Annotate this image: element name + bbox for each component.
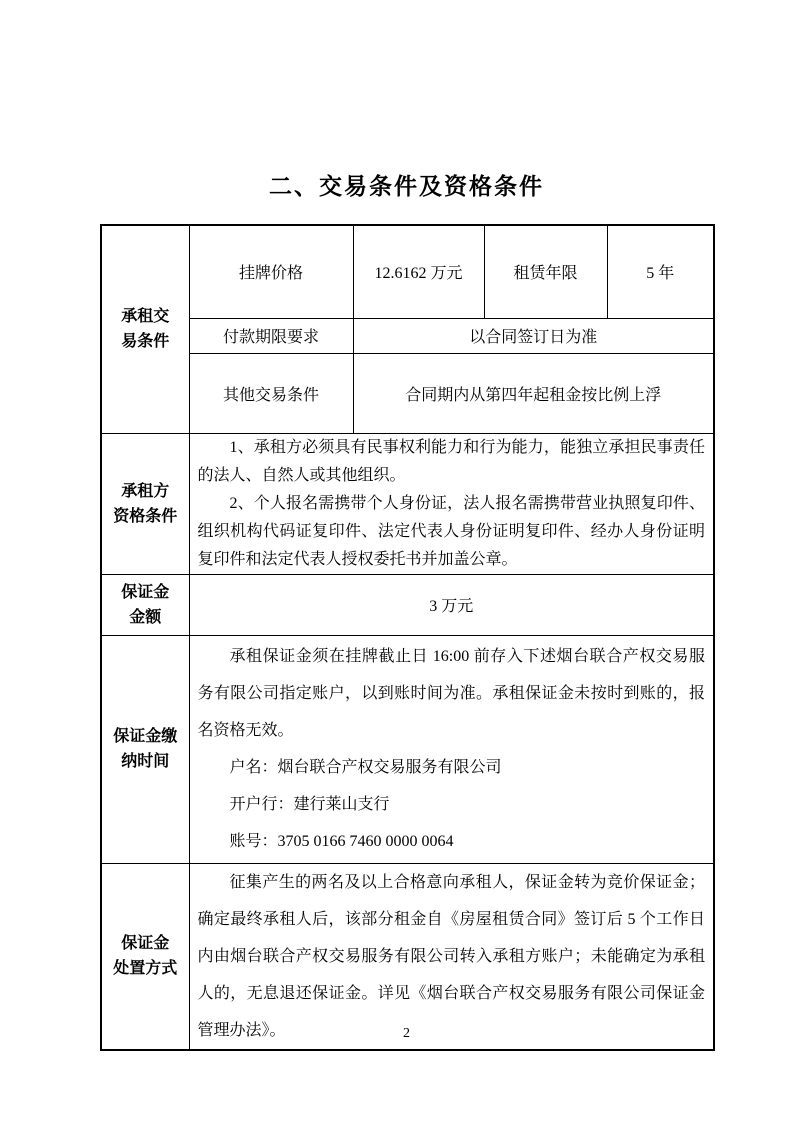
payment-deadline-value: 以合同签订日为准 <box>353 318 714 353</box>
qualification-content <box>189 433 714 574</box>
listing-price-value: 12.6162 万元 <box>353 225 484 318</box>
deposit-payment-time-content <box>189 635 714 863</box>
row-header-lessee-qualification <box>101 433 189 574</box>
table-row-deposit-disposal <box>101 863 714 1050</box>
row-header-deposit-payment-time <box>101 635 189 863</box>
table-row-deposit-payment-time <box>101 635 714 863</box>
row-header-label: 保证金缴 <box>113 728 178 745</box>
row-header-label: 保证金 <box>121 935 170 952</box>
conditions-table <box>100 224 715 1051</box>
row-header-deposit-amount <box>101 574 189 635</box>
deposit-amount-value: 3 万元 <box>189 574 714 635</box>
table-row-deposit-amount <box>101 574 714 635</box>
listing-price-label: 挂牌价格 <box>189 225 353 318</box>
row-header-lease-transaction-conditions <box>101 225 189 433</box>
table-row-listing-price <box>101 225 714 318</box>
row-header-label: 金额 <box>129 608 162 626</box>
qualification-item-2: 2、个人报名需携带个人身份证，法人报名需携带营业执照复印件、组织机构代码证复印件、法定代表人身份证明复印件、经办人身份证明复印件和法定代表人授权委托书并加盖公章。 <box>197 494 705 568</box>
payment-deadline-label: 付款期限要求 <box>189 318 353 353</box>
row-header-label: 易条件 <box>121 333 170 351</box>
page-title: 二、交易条件及资格条件 <box>269 174 544 199</box>
lease-term-value: 5 年 <box>607 225 714 318</box>
row-header-label: 保证金 <box>121 583 170 601</box>
row-header-label: 承租方 <box>121 482 170 500</box>
other-conditions-value: 合同期内从第四年起租金按比例上浮 <box>353 353 714 433</box>
lease-term-label: 租赁年限 <box>484 225 607 318</box>
row-header-label: 纳时间 <box>121 753 170 770</box>
deposit-disposal-paragraph: 征集产生的两名及以上合格意向承租人，保证金转为竞价保证金；确定最终承租人后，该部分租金自《房屋租赁合同》签订后 5 个工作日内由烟台联合产权交易服务有限公司转入承租方账户；未能确定为承租人的，无息退还保证金。详见《烟台联合产权交易服务有限公司保证金管理办法》。 <box>197 873 705 1039</box>
bank-branch-line: 开户行：建行莱山支行 <box>229 796 390 813</box>
account-name-line: 户名：烟台联合产权交易服务有限公司 <box>229 759 502 776</box>
qualification-item-1: 1、承租方必须具有民事权利能力和行为能力，能独立承担民事责任的法人、自然人或其他组织。 <box>197 438 705 484</box>
row-header-label: 承租交 <box>121 308 170 326</box>
page-number: 2 <box>403 1026 410 1041</box>
row-header-label: 资格条件 <box>113 507 178 525</box>
deposit-payment-paragraph: 承租保证金须在挂牌截止日 16:00 前存入下述烟台联合产权交易服务有限公司指定账户，以到账时间为准。承租保证金未按时到账的，报名资格无效。 <box>197 648 705 739</box>
table-row-qualification <box>101 433 714 574</box>
other-conditions-label: 其他交易条件 <box>189 353 353 433</box>
account-number-line: 账号：3705 0166 7460 0000 0064 <box>229 833 454 850</box>
table-row-payment-deadline <box>101 318 714 353</box>
table-row-other-conditions <box>101 353 714 433</box>
row-header-deposit-disposal <box>101 863 189 1050</box>
row-header-label: 处置方式 <box>113 960 178 977</box>
deposit-disposal-content <box>189 863 714 1050</box>
